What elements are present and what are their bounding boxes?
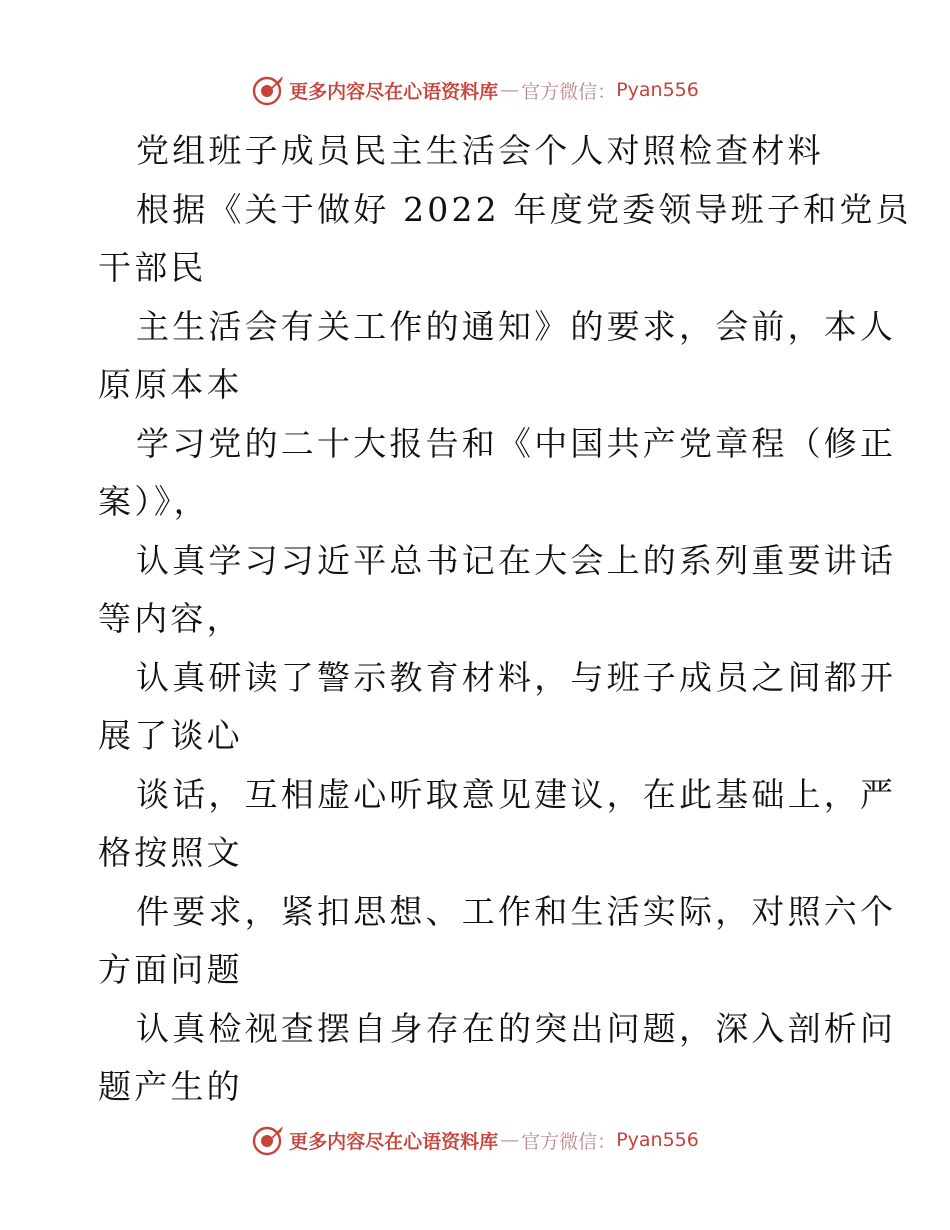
body-line: 谈话，互相虚心听取意见建议，在此基础上，严 [136,774,897,814]
body-line: 主生活会有关工作的通知》的要求，会前，本人 [136,306,897,346]
body-line: 学习党的二十大报告和《中国共产党章程（修正 [136,423,897,463]
header-watermark [0,72,950,108]
watermark-brand-text: 更多内容尽在心语资料库 [289,1130,499,1153]
body-line: 认真检视查摆自身存在的突出问题，深入剖析问 [136,1008,897,1048]
body-line: 干部民 [98,248,207,287]
quill-seal-icon [251,1123,285,1157]
body-line: 展了谈心 [98,716,243,755]
body-line: 件要求，紧扣思想、工作和生活实际，对照六个 [136,891,897,931]
body-line: 题产生的 [98,1067,243,1106]
watermark-wechat-id: Pyan556 [616,1129,699,1151]
body-line: 格按照文 [98,833,243,872]
watermark-brand-text: 更多内容尽在心语资料库 [289,80,499,103]
body-line: 根据《关于做好 2022 年度党委领导班子和党员 [136,189,912,229]
watermark-separator: — [500,1129,520,1151]
document-body [98,122,912,1117]
watermark-wechat-label: 官方微信： [521,80,617,103]
body-line: 方面问题 [98,950,243,989]
watermark-wechat-label: 官方微信： [521,1130,617,1153]
body-line: 原原本本 [98,365,243,404]
watermark-separator: — [500,79,520,101]
quill-seal-icon [251,73,285,107]
body-line: 等内容， [98,599,243,638]
body-line: 认真研读了警示教育材料，与班子成员之间都开 [136,657,897,697]
body-line: 认真学习习近平总书记在大会上的系列重要讲话 [136,540,897,580]
footer-watermark [0,1122,950,1158]
watermark-wechat-id: Pyan556 [616,79,699,101]
document-title: 党组班子成员民主生活会个人对照检查材料 [136,131,824,170]
body-line: 案）》， [98,482,210,521]
